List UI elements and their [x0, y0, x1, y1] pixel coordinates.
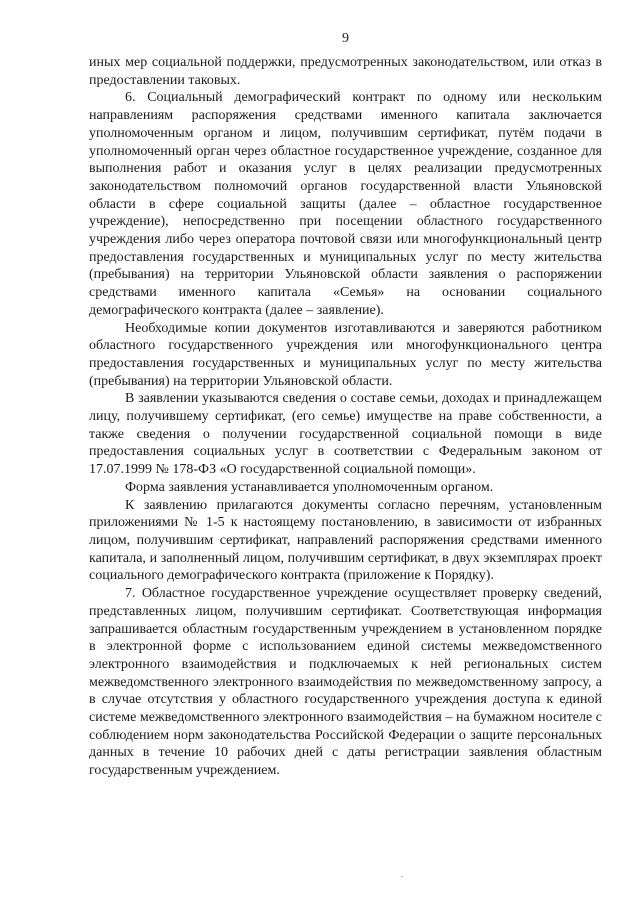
page-number: 9 — [342, 31, 349, 46]
paragraph-1: иных мер социальной поддержки, предусмотренных законодательством, или отказ в предоставлении таковых. — [89, 55, 602, 88]
scan-speck — [401, 876, 403, 877]
paragraph-6: К заявлению прилагаются документы согласно перечням, установленным приложениями № 1-5 к настоящему постановлению, в зависимости от избранных лицом, получившим сертификат, направлений распоряжения средствами именного капитала, и заполненный лицом, получившим сертификат, в двух экземплярах проект социального демографического контракта (приложение к Порядку). — [89, 497, 602, 584]
paragraph-7: 7. Областное государственное учреждение осуществляет проверку сведений, представленных лицом, получившим сертификат. Соответствующая информация запрашивается областным государственным учреждением в установленном порядке в электронной форме с использованием единой системы межведомственного электронного взаимодействия и подключаемых к ней региональных систем межведомственного электронного взаимодействия по межведомственному запросу, а в случае отсутствия у областного государственного учреждения доступа к единой системе межведомственного электронного взаимодействия – на бумажном носителе с соблюдением норм законодательства Российской Федерации о защите персональных данных в течение 10 рабочих дней с даты регистрации заявления областным государственным учреждением. — [89, 586, 602, 779]
paragraph-2: 6. Социальный демографический контракт по одному или нескольким направлениям распоряжения средствами именного капитала заключается уполномоченным органом и лицом, получившим сертификат, путём подачи в уполномоченный орган через областное государственное учреждение, созданное для выполнения работ и оказания услуг в целях реализации предусмотренных законодательством полномочий органов государственной власти Ульяновской области в сфере социальной защиты (далее – областное государственное учреждение), непосредственно при посещении областного государственного учреждения либо через оператора почтовой связи или многофункциональный центр предоставления государственных и муниципальных услуг по месту жительства (пребывания) на территории Ульяновской области заявления о распоряжении средствами именного капитала «Семья» на основании социального демографического контракта (далее – заявление). — [89, 90, 602, 318]
paragraph-3: Необходимые копии документов изготавливаются и заверяются работником областного государственного учреждения или многофункционального центра предоставления государственных и муниципальных услуг по месту жительства (пребывания) на территории Ульяновской области. — [89, 320, 602, 389]
paragraph-4: В заявлении указываются сведения о составе семьи, доходах и принадлежащем лицу, получившему сертификат, (его семье) имуществе на праве собственности, а также сведения о получении государственной социальной помощи в виде предоставления социальных услуг в соответствии с Федеральным законом от 17.07.1999 № 178-ФЗ «О государственной социальной помощи». — [89, 391, 602, 478]
paragraph-5: Форма заявления устанавливается уполномоченным органом. — [125, 479, 494, 495]
